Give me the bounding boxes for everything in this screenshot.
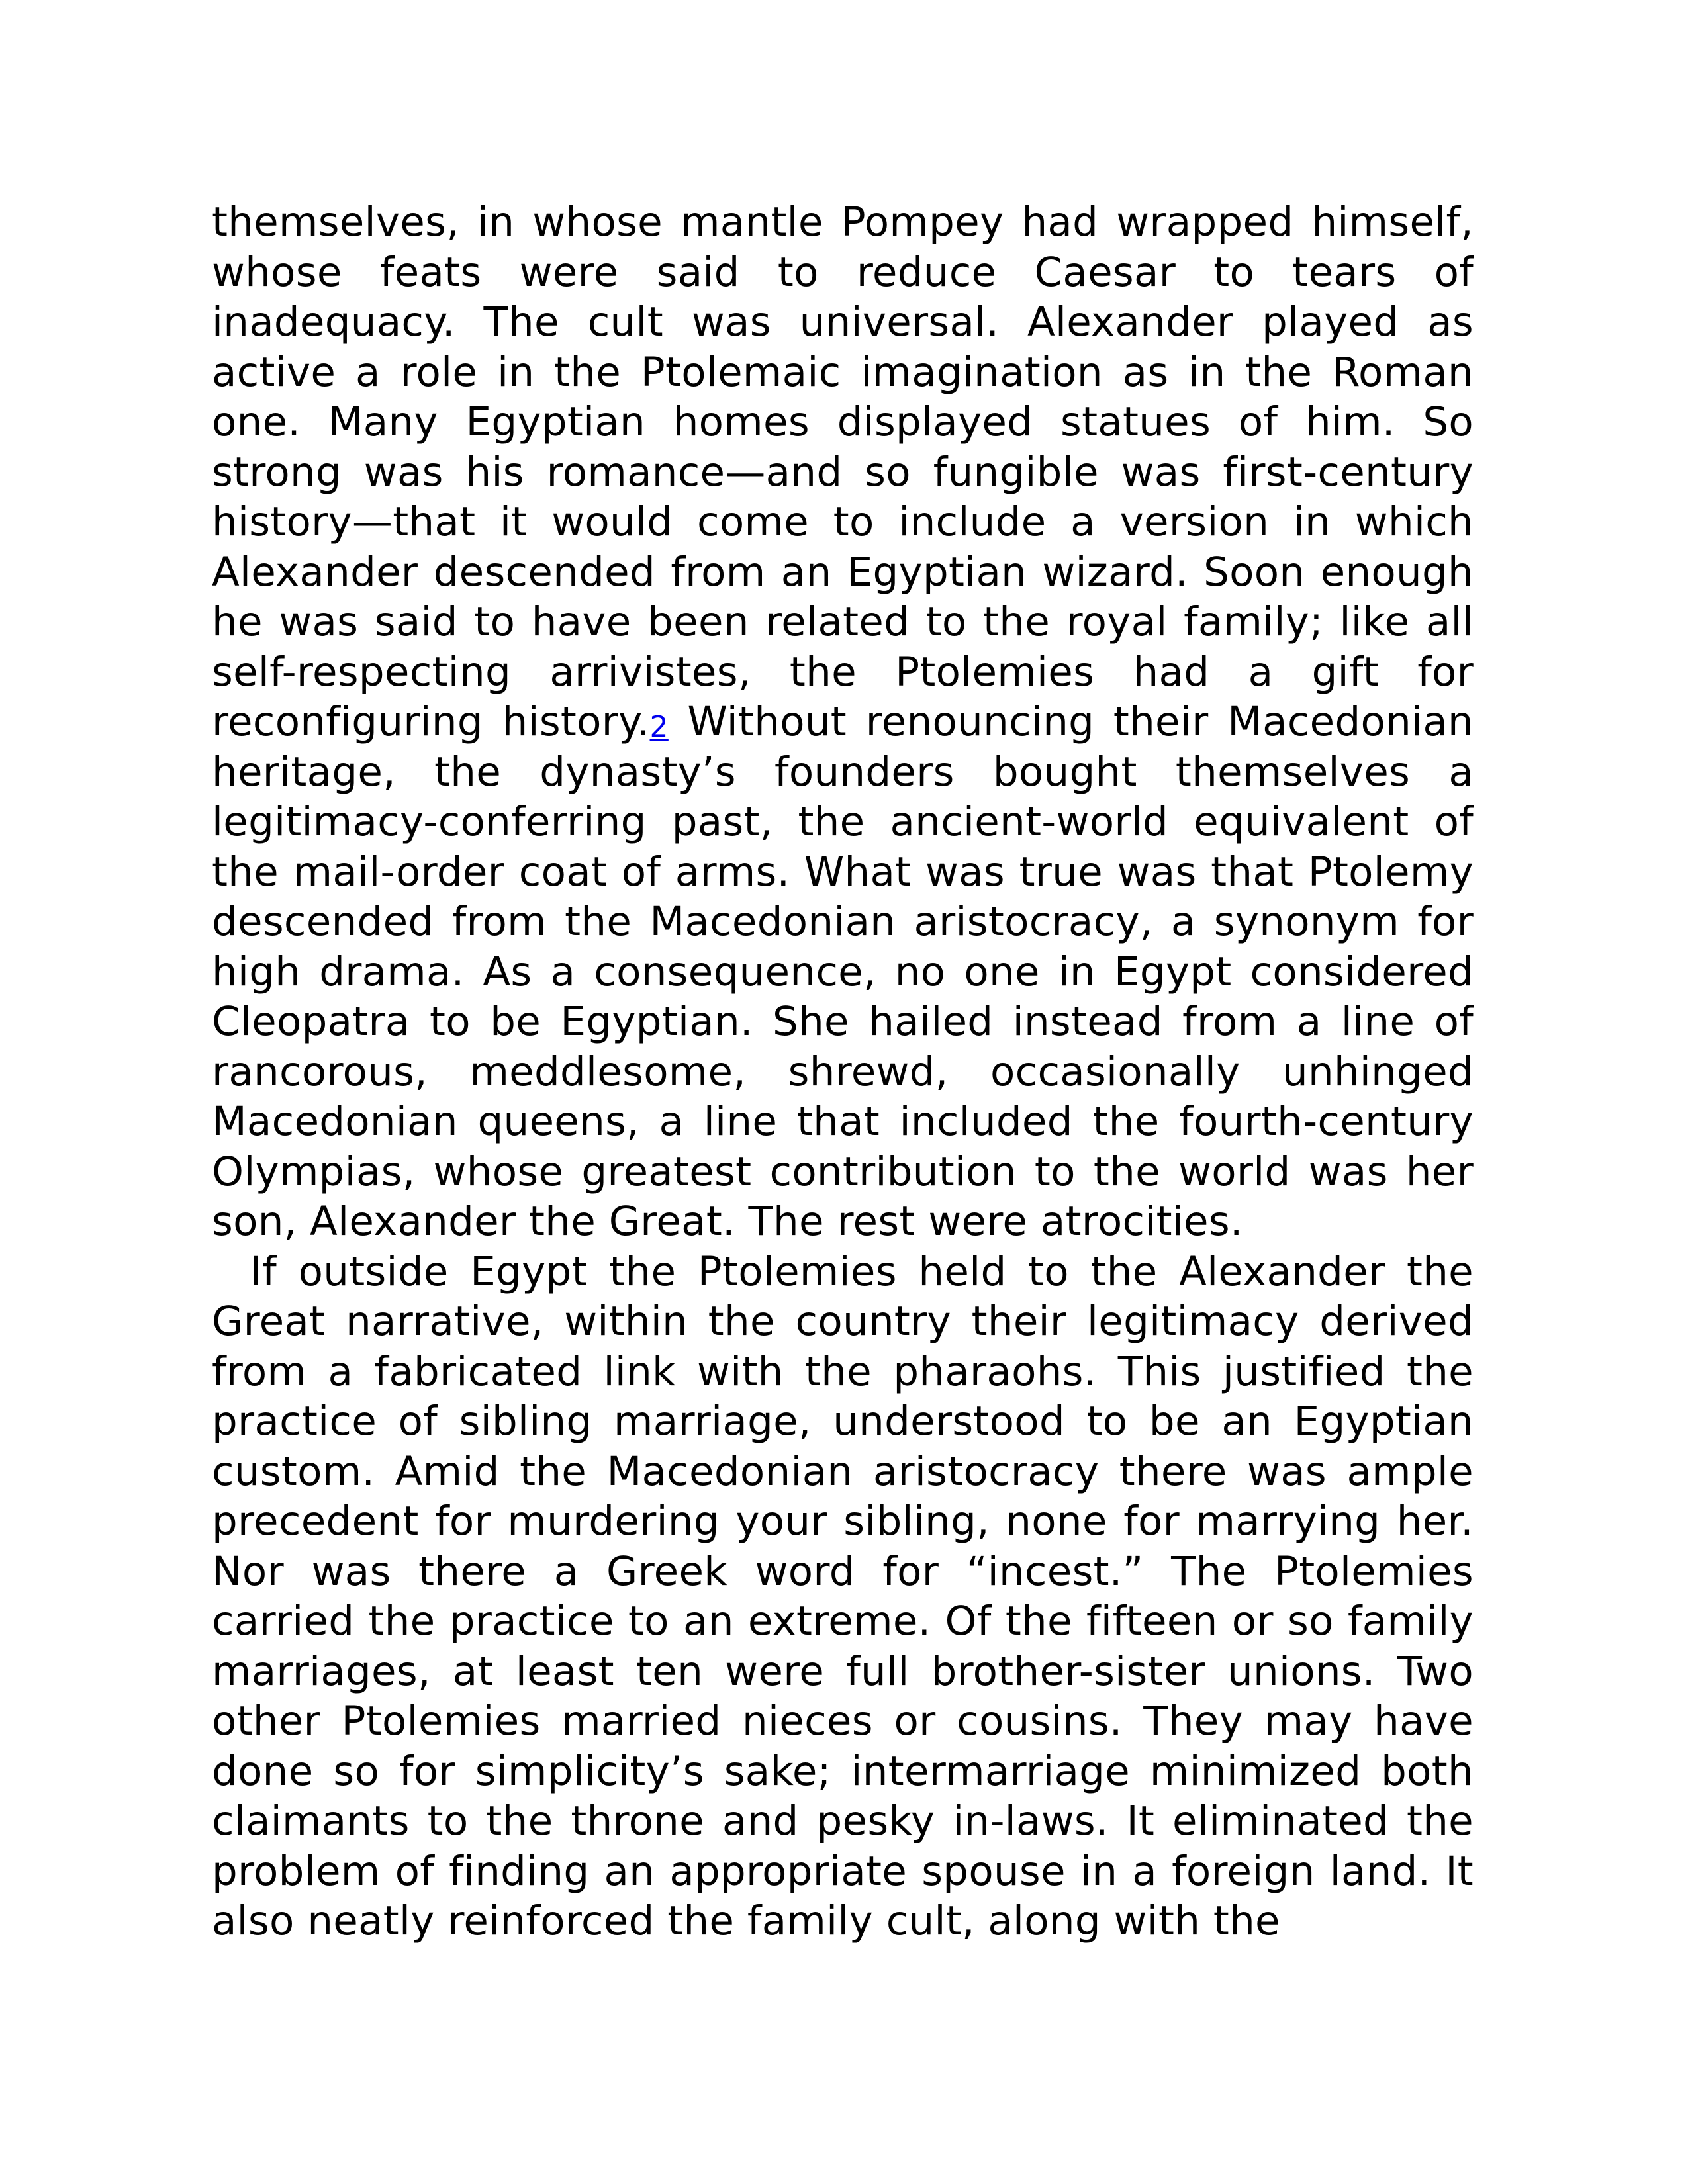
page-body — [212, 197, 1474, 1946]
paragraph-2: If outside Egypt the Ptolemies held to the Alexander the Great narrative, within the country their legitimacy derived from a fabricated link with the pharaohs. This justified the practice of sibling marriage, understood to be an Egyptian custom. Amid the Macedonian aristocracy there was ample precedent for murdering your sibling, none for marrying her. Nor was there a Greek word for “incest.” The Ptolemies carried the practice to an extreme. Of the fifteen or so family marriages, at least ten were full brother-sister unions. Two other Ptolemies married nieces or cousins. They may have done so for simplicity’s sake; intermarriage minimized both claimants to the throne and pesky in-laws. It eliminated the problem of finding an appropriate spouse in a foreign land. It also neatly reinforced the family cult, along with the — [212, 1248, 1474, 1944]
paragraph-1-text-end: Without renouncing their Macedonian heritage, the dynasty’s founders bought themselves a legitimacy-conferring past, the ancient-world equivalent of the mail-order coat of arms. What was true was that Ptolemy descended from the Macedonian aristocracy, a synonym for high drama. As a consequence, no one in Egypt considered Cleopatra to be Egyptian. She hailed instead from a line of rancorous, meddlesome, shrewd, occasionally unhinged Macedonian queens, a line that included the fourth-century Olympias, whose greatest contribution to the world was her son, Alexander the Great. The rest were atrocities. — [212, 698, 1474, 1245]
footnote-link[interactable]: 2 — [649, 710, 669, 744]
paragraph-1 — [212, 197, 1474, 1247]
paragraph-1-text-start: themselves, in whose mantle Pompey had wrapped himself, whose feats were said to reduce Caesar to tears of inadequacy. The cult was universal. Alexander played as active a role in the Ptolemaic imagination as in the Roman one. Many Egyptian homes displayed statues of him. So strong was his romance—and so fungible was first-century history—that it would come to include a version in which Alexander descended from an Egyptian wizard. Soon enough he was said to have been related to the royal family; like all self-respecting arrivistes, the Ptolemies had a gift for reconfiguring history. — [212, 199, 1474, 745]
